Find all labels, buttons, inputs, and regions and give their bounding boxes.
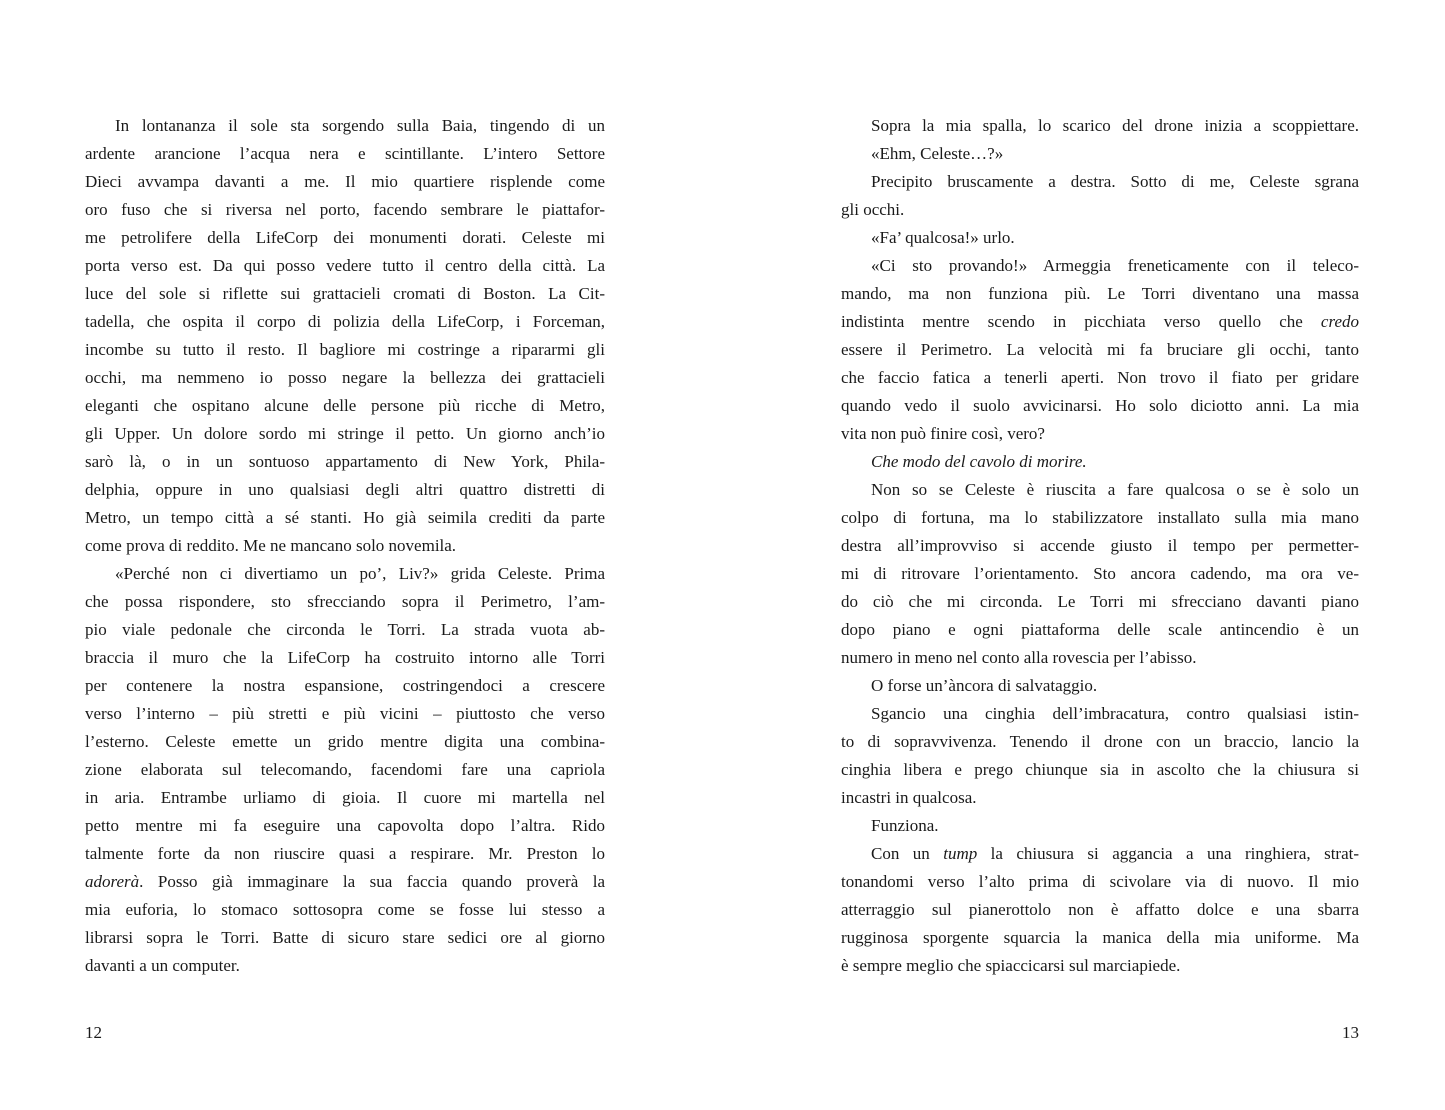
text-line: [841, 784, 1359, 812]
text-line: [841, 308, 1359, 336]
text-run: rugginosa sporgente squarcia la manica della mia uniforme. Ma: [841, 928, 1359, 947]
text-run: Non so se Celeste è riuscita a fare qualcosa o se è solo un: [871, 480, 1359, 499]
text-run: oro fuso che si riversa nel porto, facendo sembrare le piattafor-: [85, 200, 605, 219]
text-line: [85, 168, 605, 196]
text-run: è sempre meglio che spiaccicarsi sul marciapiede.: [841, 956, 1181, 975]
text-run: che possa rispondere, sto sfrecciando sopra il Perimetro, l’am-: [85, 592, 605, 611]
text-line: [841, 560, 1359, 588]
page-right-body-text: [841, 112, 1359, 980]
text-run: numero in meno nel conto alla rovescia per l’abisso.: [841, 648, 1197, 667]
text-line: [85, 392, 605, 420]
text-run: come prova di reddito. Me ne mancano solo novemila.: [85, 536, 457, 555]
text-run: essere il Perimetro. La velocità mi fa bruciare gli occhi, tanto: [841, 340, 1359, 359]
text-run: mia euforia, lo stomaco sottosopra come se fosse lui stesso a: [85, 900, 605, 919]
text-line: [85, 336, 605, 364]
text-run: destra all’improvviso si accende giusto il tempo per permetter-: [841, 536, 1359, 555]
text-line: [841, 672, 1359, 700]
text-run: mando, ma non funziona più. Le Torri diventano una massa: [841, 284, 1359, 303]
text-run: Con un: [871, 844, 944, 863]
text-line: [85, 588, 605, 616]
text-run: braccia il muro che la LifeCorp ha costruito intorno alle Torri: [85, 648, 605, 667]
text-line: [85, 140, 605, 168]
text-run: colpo di fortuna, ma lo stabilizzatore installato sulla mia mano: [841, 508, 1359, 527]
text-run: gli Upper. Un dolore sordo mi stringe il petto. Un giorno anch’io: [85, 424, 605, 443]
text-run: porta verso est. Da qui posso vedere tutto il centro della città. La: [85, 256, 605, 275]
text-run: Precipito bruscamente a destra. Sotto di me, Celeste sgrana: [871, 172, 1359, 191]
text-line: [841, 224, 1359, 252]
text-run-italic: Che modo del cavolo di morire.: [871, 452, 1087, 471]
text-run: ardente arancione l’acqua nera e scintillante. L’intero Settore: [85, 144, 605, 163]
text-run: tonandomi verso l’alto prima di scivolare via di nuovo. Il mio: [841, 872, 1359, 891]
text-line: [841, 840, 1359, 868]
text-line: [85, 280, 605, 308]
text-run: atterraggio sul pianerottolo non è affatto dolce e una sbarra: [841, 900, 1359, 919]
text-run: sarò là, o in un sontuoso appartamento di New York, Phila-: [85, 452, 605, 471]
text-run: verso l’interno – più stretti e più vicini – piuttosto che verso: [85, 704, 605, 723]
text-line: [841, 812, 1359, 840]
text-line: [841, 168, 1359, 196]
text-run: Funziona.: [871, 816, 939, 835]
text-line: [841, 644, 1359, 672]
text-run: gli occhi.: [841, 200, 905, 219]
text-run: zione elaborata sul telecomando, facendomi fare una capriola: [85, 760, 605, 779]
text-line: [85, 896, 605, 924]
text-line: [85, 728, 605, 756]
text-line: [85, 644, 605, 672]
text-run: librarsi sopra le Torri. Batte di sicuro stare sedici ore al giorno: [85, 928, 605, 947]
text-line: [841, 868, 1359, 896]
text-run: l’esterno. Celeste emette un grido mentre digita una combina-: [85, 732, 605, 751]
text-run: petto mentre mi fa eseguire una capovolta dopo l’altra. Rido: [85, 816, 605, 835]
text-line: [85, 448, 605, 476]
text-run: per contenere la nostra espansione, costringendoci a crescere: [85, 676, 605, 695]
text-line: [85, 756, 605, 784]
text-line: [85, 476, 605, 504]
page-number-left: 12: [85, 1023, 102, 1042]
text-line: [841, 728, 1359, 756]
text-run: dopo piano e ogni piattaforma delle scale antincendio è un: [841, 620, 1359, 639]
text-line: [85, 364, 605, 392]
text-line: [841, 700, 1359, 728]
text-line: [841, 112, 1359, 140]
text-line: [841, 280, 1359, 308]
text-run: Sopra la mia spalla, lo scarico del drone inizia a scoppiettare.: [871, 116, 1359, 135]
text-run: me petrolifere della LifeCorp dei monumenti dorati. Celeste mi: [85, 228, 605, 247]
text-run: pio viale pedonale che circonda le Torri. La strada vuota ab-: [85, 620, 605, 639]
text-line: [841, 196, 1359, 224]
text-run: do ciò che mi circonda. Le Torri mi sfrecciano davanti piano: [841, 592, 1359, 611]
page-right: [841, 0, 1359, 1110]
text-run: vita non può finire così, vero?: [841, 424, 1045, 443]
text-run: quando vedo il suolo avvicinarsi. Ho solo diciotto anni. La mia: [841, 396, 1359, 415]
text-run: la chiusura si aggancia a una ringhiera, strat-: [977, 844, 1360, 863]
text-run: Metro, un tempo città a sé stanti. Ho già seimila crediti da parte: [85, 508, 605, 527]
text-line: [85, 112, 605, 140]
text-line: [841, 532, 1359, 560]
text-line: [85, 672, 605, 700]
page-left-body-text: [85, 112, 605, 980]
text-line: [85, 784, 605, 812]
text-run-italic: credo: [1320, 312, 1359, 331]
text-run: «Perché non ci divertiamo un po’, Liv?» grida Celeste. Prima: [115, 564, 605, 583]
text-run: «Fa’ qualcosa!» urlo.: [871, 228, 1015, 247]
text-line: [85, 840, 605, 868]
text-line: [85, 700, 605, 728]
text-line: [85, 924, 605, 952]
text-line: [841, 616, 1359, 644]
text-run: talmente forte da non riuscire quasi a respirare. Mr. Preston lo: [85, 844, 605, 863]
text-line: [85, 252, 605, 280]
page-number-right: 13: [1342, 1023, 1359, 1042]
text-run: delphia, oppure in uno qualsiasi degli altri quattro distretti di: [85, 480, 605, 499]
text-line: [85, 812, 605, 840]
text-line: [841, 504, 1359, 532]
text-line: [841, 756, 1359, 784]
text-line: [841, 336, 1359, 364]
text-line: [85, 868, 605, 896]
text-line: [841, 420, 1359, 448]
text-line: [85, 504, 605, 532]
text-run: eleganti che ospitano alcune delle persone più ricche di Metro,: [85, 396, 605, 415]
text-line: [85, 532, 605, 560]
text-line: [841, 476, 1359, 504]
text-run: «Ehm, Celeste…?»: [871, 144, 1004, 163]
text-line: [841, 588, 1359, 616]
text-run: . Posso già immaginare la sua faccia quando proverà la: [139, 872, 605, 891]
text-run: occhi, ma nemmeno io posso negare la bellezza dei grattacieli: [85, 368, 605, 387]
text-run: luce del sole si riflette sui grattacieli cromati di Boston. La Cit-: [85, 284, 605, 303]
text-run: tadella, che ospita il corpo di polizia della LifeCorp, i Forceman,: [85, 312, 605, 331]
text-line: [85, 420, 605, 448]
text-run: cinghia libera e prego chiunque sia in ascolto che la chiusura si: [841, 760, 1359, 779]
text-run-italic: adorerà: [85, 872, 140, 891]
text-run: incombe su tutto il resto. Il bagliore mi costringe a ripararmi gli: [85, 340, 605, 359]
text-line: [841, 364, 1359, 392]
text-line: [85, 616, 605, 644]
text-line: [841, 252, 1359, 280]
text-run: Dieci avvampa davanti a me. Il mio quartiere risplende come: [85, 172, 605, 191]
text-run: indistinta mentre scendo in picchiata verso quello che: [841, 312, 1321, 331]
text-run: Sgancio una cinghia dell’imbracatura, contro qualsiasi istin-: [871, 704, 1359, 723]
text-line: [85, 308, 605, 336]
text-line: [841, 448, 1359, 476]
text-run: che faccio fatica a tenerli aperti. Non trovo il fiato per gridare: [841, 368, 1359, 387]
text-run-italic: tump: [943, 844, 978, 863]
text-run: in aria. Entrambe urliamo di gioia. Il cuore mi martella nel: [85, 788, 605, 807]
text-line: [85, 952, 605, 980]
text-line: [85, 196, 605, 224]
text-run: mi di ritrovare l’orientamento. Sto ancora cadendo, ma ora ve-: [841, 564, 1359, 583]
page-left: [85, 0, 605, 1110]
text-run: to di sopravvivenza. Tenendo il drone con un braccio, lancio la: [841, 732, 1359, 751]
text-run: In lontananza il sole sta sorgendo sulla Baia, tingendo di un: [115, 116, 605, 135]
text-line: [841, 952, 1359, 980]
text-line: [841, 140, 1359, 168]
text-run: incastri in qualcosa.: [841, 788, 977, 807]
text-run: «Ci sto provando!» Armeggia freneticamente con il teleco-: [871, 256, 1359, 275]
text-line: [841, 924, 1359, 952]
text-line: [85, 560, 605, 588]
text-run: O forse un’àncora di salvataggio.: [871, 676, 1098, 695]
text-line: [85, 224, 605, 252]
text-line: [841, 392, 1359, 420]
text-run: davanti a un computer.: [85, 956, 240, 975]
text-line: [841, 896, 1359, 924]
